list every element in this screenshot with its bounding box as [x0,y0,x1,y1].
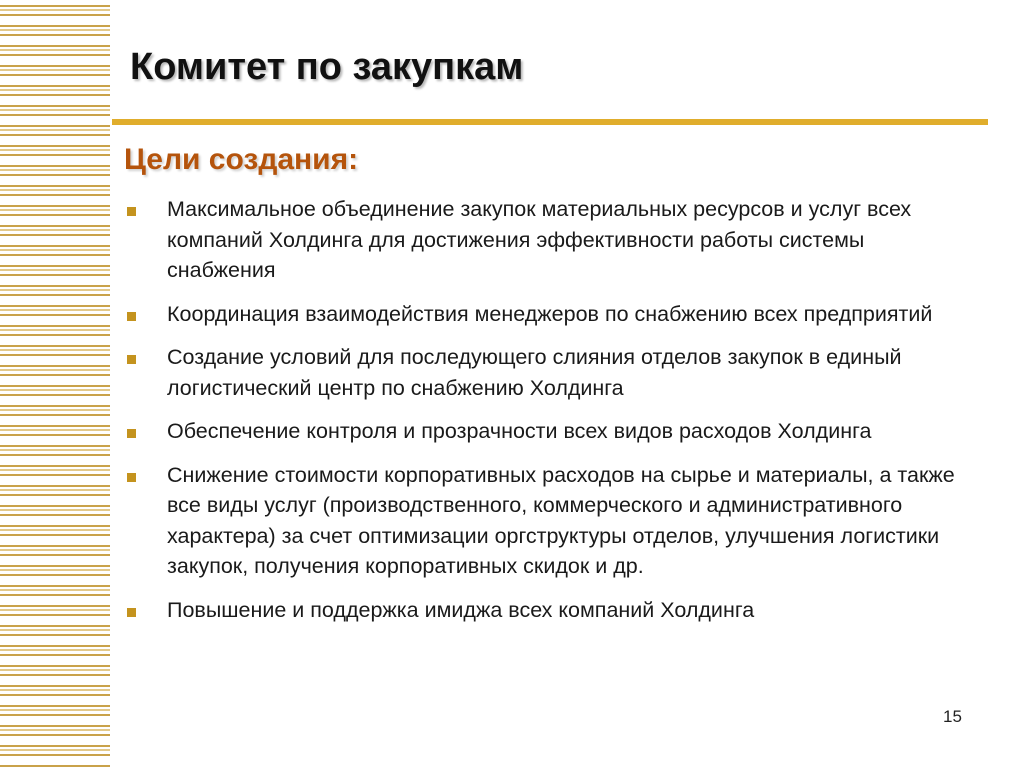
list-item-text: Создание условий для последующего слияния отделов закупок в единый логистический центр по снабжению Холдинга [167,345,902,400]
list-item-text: Максимальное объединение закупок материальных ресурсов и услуг всех компаний Холдинга для достижения эффективности работы системы снабжения [167,197,912,282]
square-bullet-icon [127,608,136,617]
square-bullet-icon [127,473,136,482]
square-bullet-icon [127,312,136,321]
page-number: 15 [943,707,962,726]
list-item-text: Повышение и поддержка имиджа всех компаний Холдинга [167,597,755,622]
section-subtitle: Цели создания: [124,143,359,176]
list-item [127,460,957,582]
list-item [127,342,957,403]
title-divider [112,119,988,125]
list-item-text: Координация взаимодействия менеджеров по снабжению всех предприятий [167,301,933,326]
list-item [127,194,957,286]
list-item-text: Снижение стоимости корпоративных расходов на сырье и материалы, а также все виды услуг (производственного, коммерческого и административного характера) за счет оптимизации оргструктуры отделов, улучшения логистики закупок, получения корпоративных скидок и др. [167,462,955,578]
list-item [127,595,957,626]
decorative-stripes [0,0,110,768]
list-item-text: Обеспечение контроля и прозрачности всех видов расходов Холдинга [167,419,872,443]
list-item [127,416,957,447]
square-bullet-icon [127,207,136,216]
square-bullet-icon [127,355,136,364]
square-bullet-icon [127,429,136,438]
list-item [127,299,957,330]
goals-list [127,194,957,638]
slide-title: Комитет по закупкам [130,46,524,88]
